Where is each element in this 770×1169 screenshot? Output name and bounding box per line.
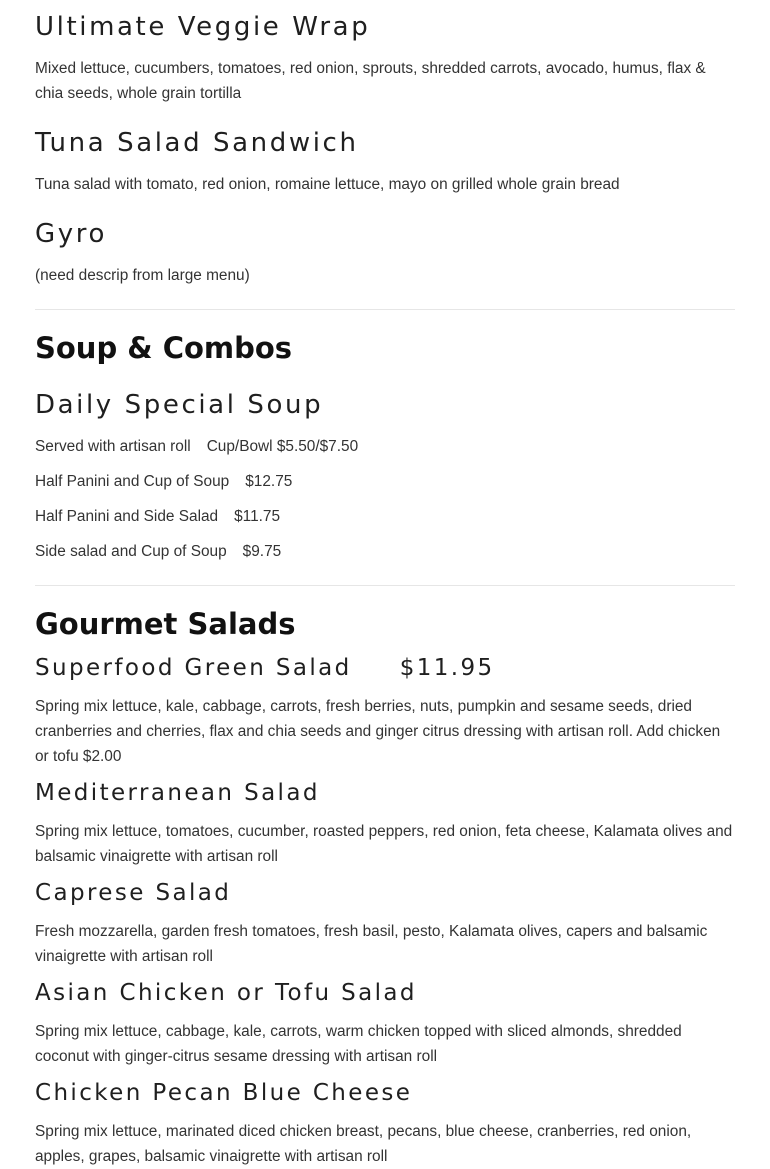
menu-item-title: Chicken Pecan Blue Cheese [35,1080,413,1106]
soup-line-label: Half Panini and Side Salad [35,508,219,525]
menu-item-description: Spring mix lettuce, marinated diced chicken breast, pecans, blue cheese, cranberries, red onion, apples, grapes, balsamic vinaigrette with artisan roll [35,1123,692,1165]
soup-line [35,539,281,564]
salad-name: Superfood Green Salad [35,655,352,681]
menu-item-title: Mediterranean Salad [35,780,320,806]
soup-line [35,434,358,459]
salad-price: $11.95 [399,655,495,681]
menu-item-description: Tuna salad with tomato, red onion, romaine lettuce, mayo on grilled whole grain bread [35,176,620,193]
menu-item-description: Fresh mozzarella, garden fresh tomatoes, fresh basil, pesto, Kalamata olives, capers and balsamic vinaigrette with artisan roll [35,923,708,965]
soup-line-price: $11.75 [234,508,281,525]
soup-line-label: Side salad and Cup of Soup [35,543,227,560]
soup-line-price: $9.75 [242,543,282,560]
menu-item-title [35,655,495,681]
menu-item-title: Tuna Salad Sandwich [35,128,359,158]
section-title-gourmet-salads: Gourmet Salads [35,607,296,641]
soup-line-label: Served with artisan roll [35,438,191,455]
menu-item-title: Ultimate Veggie Wrap [35,12,371,42]
soup-line-label: Half Panini and Cup of Soup [35,473,230,490]
menu-item-title: Asian Chicken or Tofu Salad [35,980,417,1006]
menu-item-description: Spring mix lettuce, kale, cabbage, carrots, fresh berries, nuts, pumpkin and sesame seeds, dried cranberries and cherries, flax and chia seeds and ginger citrus dressing with artisan roll. Add chicken or tofu $2.00 [35,698,721,765]
menu-item-title: Caprese Salad [35,880,232,906]
soup-line [35,504,280,529]
section-divider [35,585,735,586]
soup-line-price: Cup/Bowl $5.50/$7.50 [206,438,359,455]
soup-line-price: $12.75 [245,473,293,490]
section-divider [35,309,735,310]
section-title-soup-combos: Soup & Combos [35,331,293,365]
menu-item-title: Gyro [35,219,107,249]
soup-line [35,469,292,494]
menu-item-description: Spring mix lettuce, tomatoes, cucumber, roasted peppers, red onion, feta cheese, Kalamata olives and balsamic vinaigrette with artisan roll [35,823,733,865]
menu-item-description: Mixed lettuce, cucumbers, tomatoes, red onion, sprouts, shredded carrots, avocado, humus, flax & chia seeds, whole grain tortilla [35,60,706,102]
menu-item-title: Daily Special Soup [35,390,324,420]
menu-item-description: Spring mix lettuce, cabbage, kale, carrots, warm chicken topped with sliced almonds, shredded coconut with ginger-citrus sesame dressing with artisan roll [35,1023,682,1065]
menu-item-description: (need descrip from large menu) [35,267,250,284]
